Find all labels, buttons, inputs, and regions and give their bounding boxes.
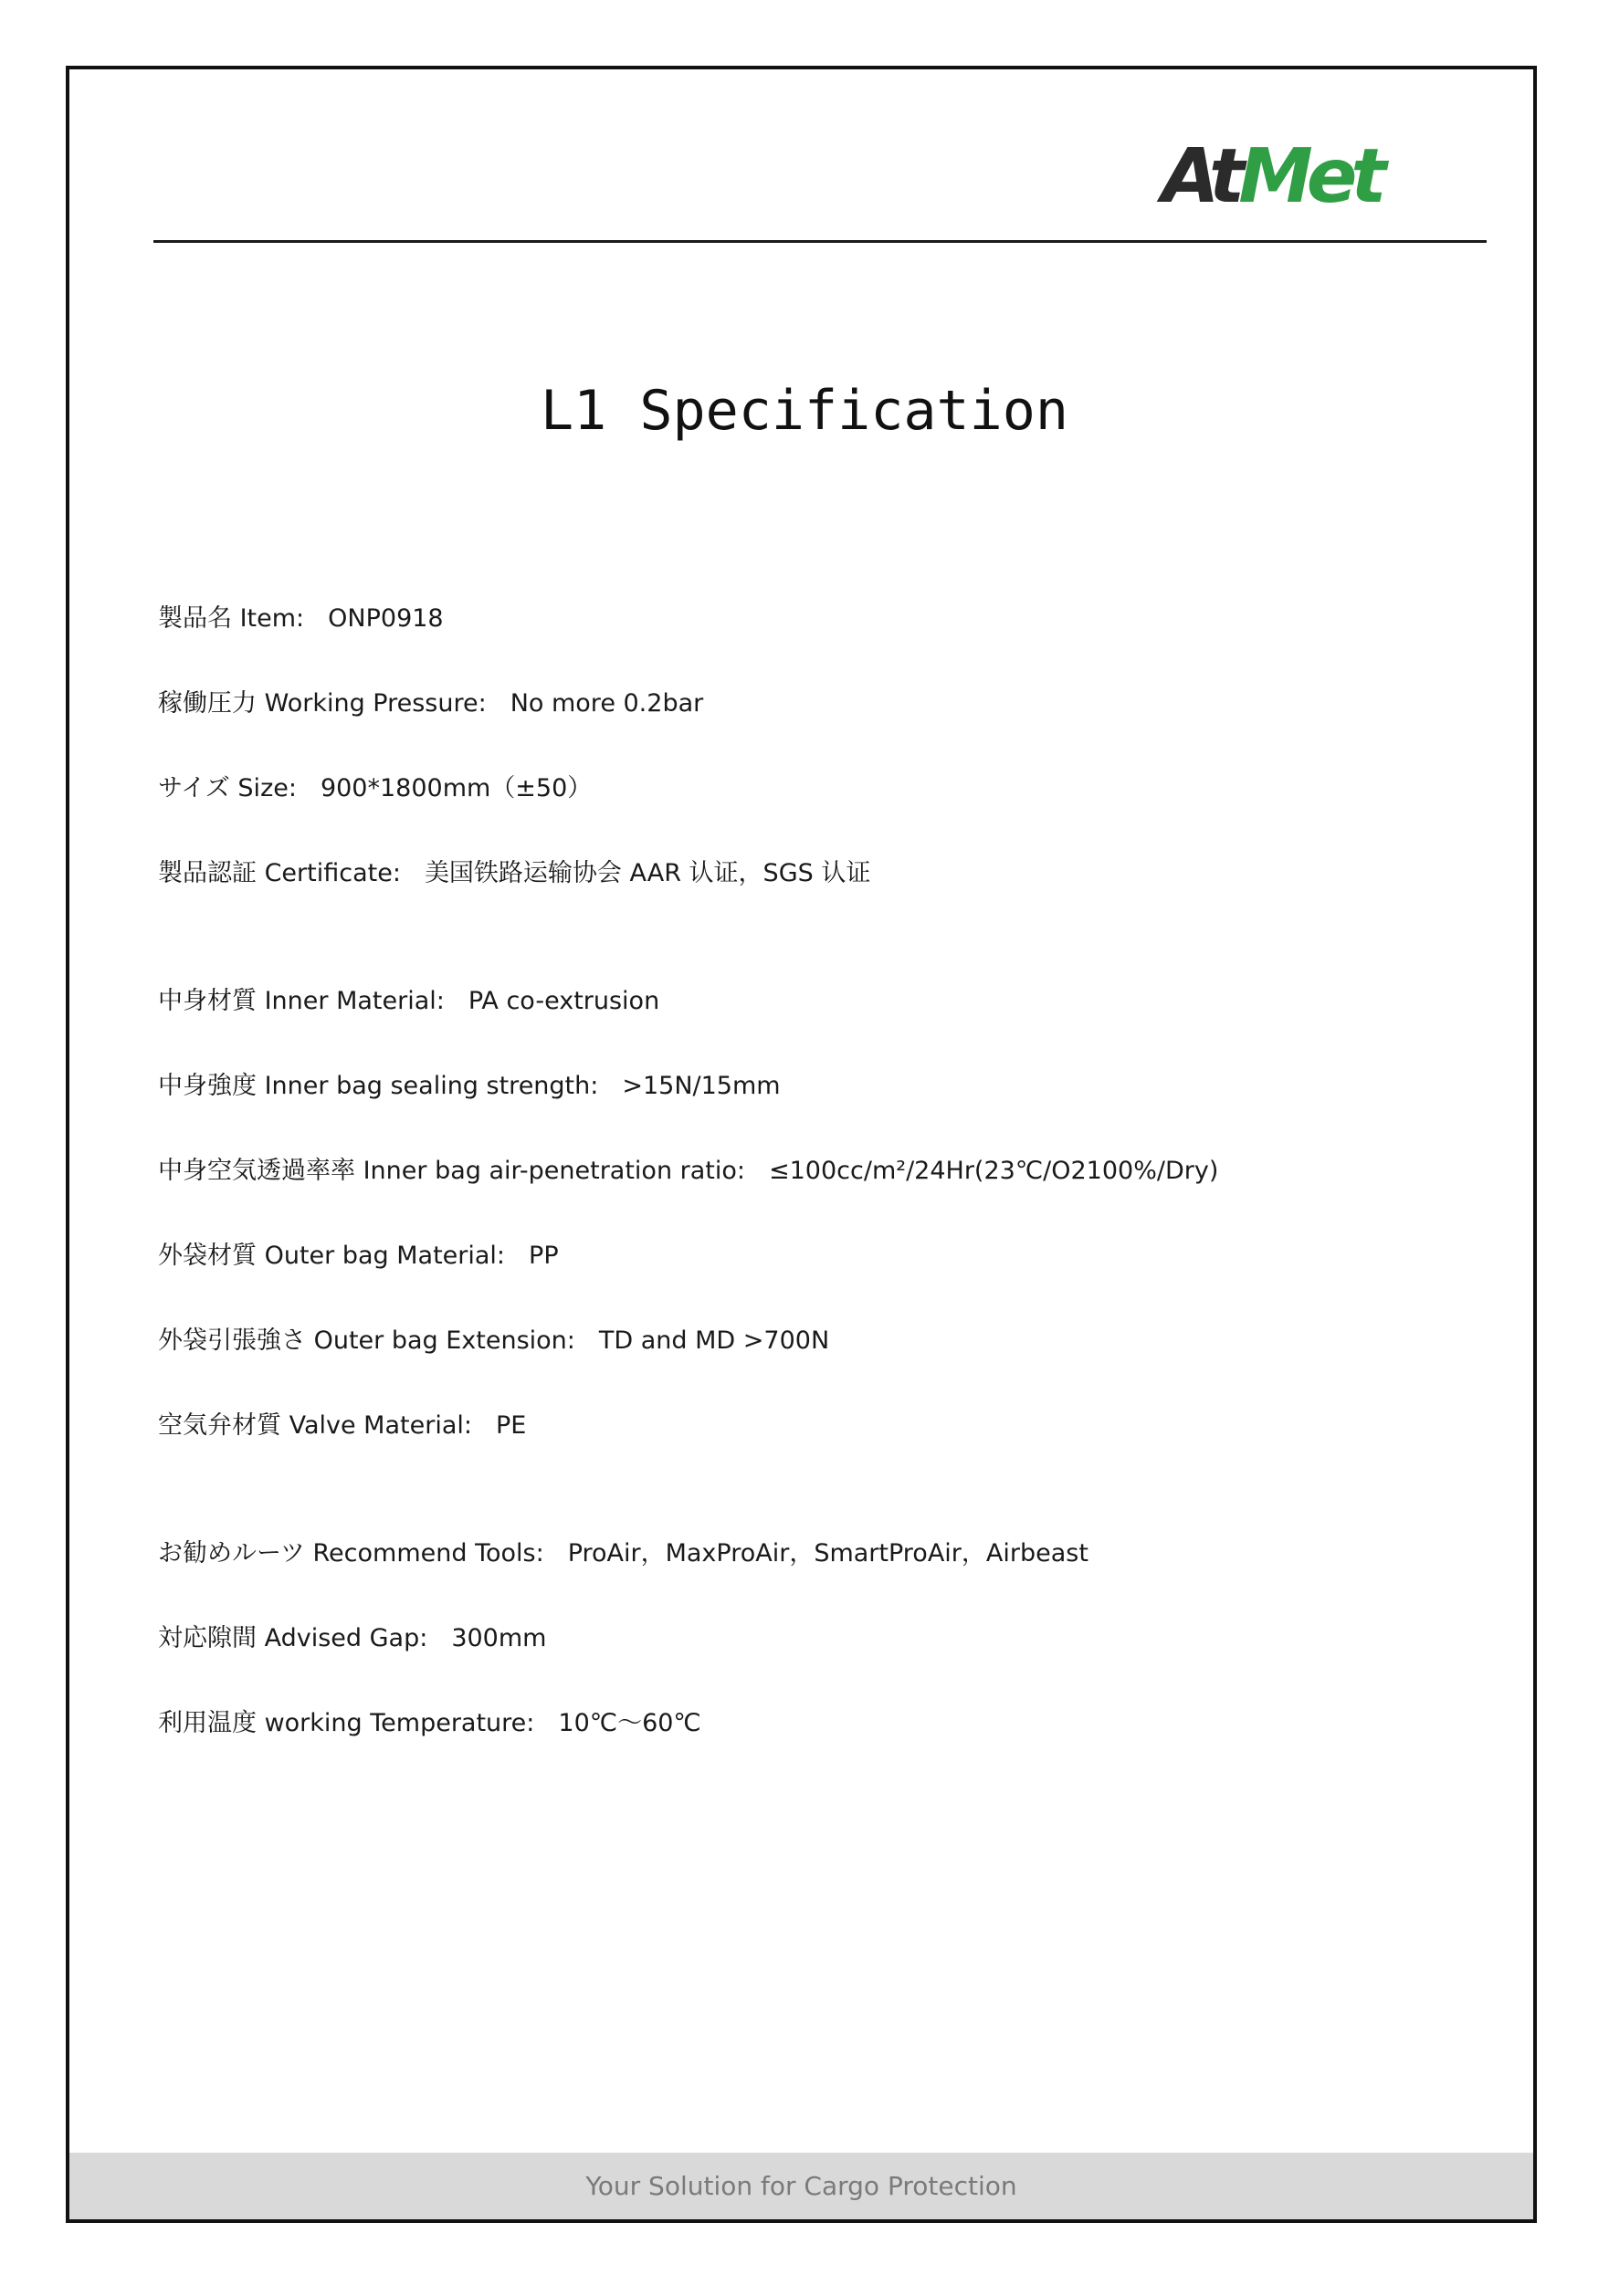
spec-value: ONP0918 xyxy=(328,604,444,633)
spec-row-inner-sealing-strength xyxy=(158,1068,781,1105)
spec-value: PP xyxy=(529,1242,559,1270)
spec-value: 900*1800mm（±50） xyxy=(320,774,593,802)
atmet-logo xyxy=(1162,133,1435,220)
footer-tagline: Your Solution for Cargo Protection xyxy=(69,2153,1533,2219)
spec-label: 対応隙間 Advised Gap: xyxy=(158,1624,428,1652)
spec-value: ≤100cc/m²/24Hr(23℃/O2100%/Dry) xyxy=(769,1157,1219,1185)
spec-row-valve-material xyxy=(158,1408,526,1444)
spec-label: 製品名 Item: xyxy=(158,604,305,633)
spec-value: 美国铁路运输协会 AAR 认证，SGS 认证 xyxy=(424,859,871,887)
spec-label: 稼働圧力 Working Pressure: xyxy=(158,689,487,718)
spec-label: 中身強度 Inner bag sealing strength: xyxy=(158,1072,599,1100)
spec-value: TD and MD >700N xyxy=(598,1326,830,1355)
spec-value: PE xyxy=(495,1411,527,1440)
spec-label: 中身材質 Inner Material: xyxy=(158,987,445,1015)
logo-at-text: At xyxy=(1162,133,1239,220)
spec-label: サイズ Size: xyxy=(158,774,297,802)
spec-row-certificate xyxy=(158,855,870,892)
spec-row-advised-gap xyxy=(158,1620,546,1657)
spec-row-outer-material xyxy=(158,1238,559,1274)
spec-value: 10℃～60℃ xyxy=(558,1709,701,1737)
spec-value: ProAir，MaxProAir，SmartProAir，Airbeast xyxy=(567,1539,1088,1567)
spec-row-air-penetration xyxy=(158,1153,1218,1190)
spec-row-working-temperature xyxy=(158,1705,701,1742)
spec-row-inner-material xyxy=(158,983,659,1020)
spec-label: 製品認証 Certificate: xyxy=(158,859,401,887)
spec-value: 300mm xyxy=(451,1624,547,1652)
spec-label: 利用温度 working Temperature: xyxy=(158,1709,535,1737)
spec-label: 中身空気透過率率 Inner bag air-penetration ratio: xyxy=(158,1157,745,1185)
spec-value: PA co-extrusion xyxy=(468,987,660,1015)
spec-label: 外袋引張強さ Outer bag Extension: xyxy=(158,1326,575,1355)
spec-row-recommend-tools xyxy=(158,1536,1088,1572)
spec-value: No more 0.2bar xyxy=(510,689,704,718)
spec-row-outer-extension xyxy=(158,1323,829,1359)
header-divider xyxy=(153,240,1487,243)
spec-label: お勧めルーツ Recommend Tools: xyxy=(158,1539,544,1567)
spec-label: 空気弁材質 Valve Material: xyxy=(158,1411,472,1440)
spec-row-item xyxy=(158,601,444,637)
spec-value: >15N/15mm xyxy=(622,1072,781,1100)
logo-met-text: Met xyxy=(1238,133,1381,220)
document-title: L1 Specification xyxy=(541,379,1068,443)
spec-row-working-pressure xyxy=(158,686,703,722)
spec-label: 外袋材質 Outer bag Material: xyxy=(158,1242,506,1270)
spec-row-size xyxy=(158,771,592,807)
